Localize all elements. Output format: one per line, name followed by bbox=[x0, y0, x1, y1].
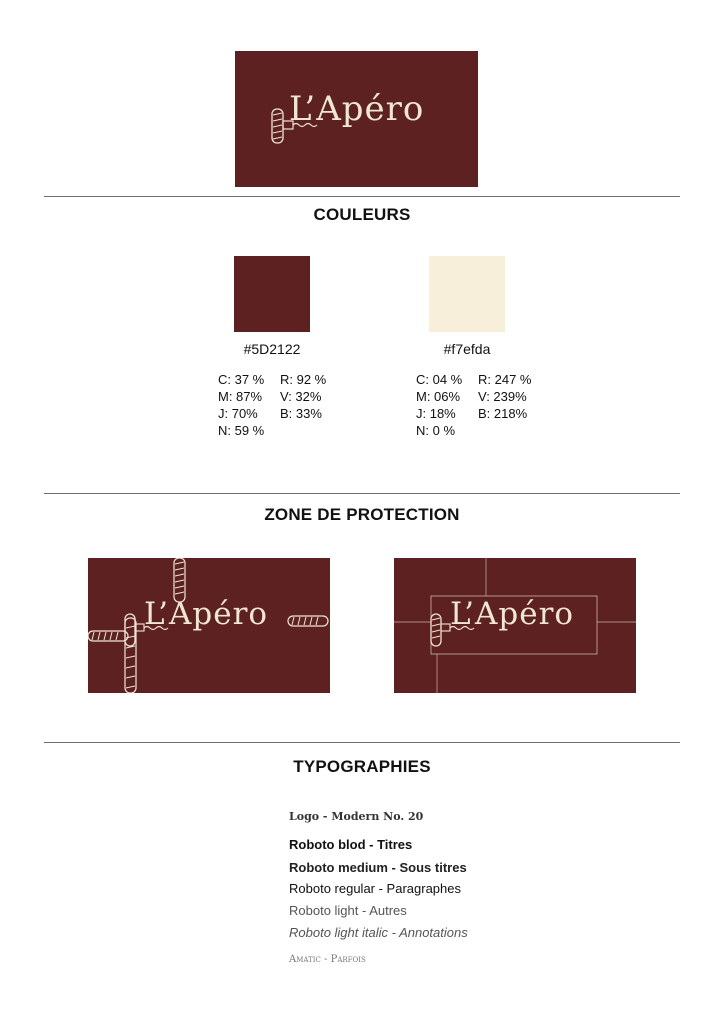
primary-color-cmyk: C: 37 % M: 87% J: 70% N: 59 % bbox=[218, 372, 265, 438]
colors-section-title: COULEURS bbox=[313, 205, 411, 224]
typo-medium: Roboto medium - Sous titres bbox=[289, 860, 467, 875]
primary-color-rgb: R: 92 % V: 32% B: 33% bbox=[280, 372, 327, 421]
typo-light: Roboto light - Autres bbox=[289, 903, 407, 918]
divider bbox=[44, 196, 680, 197]
divider bbox=[44, 493, 680, 494]
secondary-color-hex: #f7efda bbox=[443, 341, 491, 357]
primary-color-swatch bbox=[234, 256, 310, 332]
primary-color-hex: #5D2122 bbox=[243, 341, 301, 357]
main-logo bbox=[235, 51, 478, 187]
logo-wordmark: L’Apéro bbox=[289, 89, 425, 129]
secondary-color-swatch bbox=[429, 256, 505, 332]
protection-logo-left bbox=[88, 558, 330, 693]
divider bbox=[44, 742, 680, 743]
protection-section-title: ZONE DE PROTECTION bbox=[264, 505, 460, 524]
protection-logo-right bbox=[394, 558, 636, 693]
typo-light-italic: Roboto light italic - Annotations bbox=[289, 925, 468, 940]
secondary-color-rgb: R: 247 % V: 239% B: 218% bbox=[478, 372, 532, 421]
typography-section-title: TYPOGRAPHIES bbox=[293, 757, 431, 776]
typo-regular: Roboto regular - Paragraphes bbox=[289, 881, 461, 896]
secondary-color-cmyk: C: 04 % M: 06% J: 18% N: 0 % bbox=[416, 372, 463, 438]
logo-wordmark: L’Apéro bbox=[144, 596, 269, 632]
typo-bold: Roboto blod - Titres bbox=[289, 837, 413, 852]
logo-wordmark: L’Apéro bbox=[450, 596, 575, 632]
typo-logo: Logo - Modern No. 20 bbox=[289, 810, 424, 823]
typo-amatic: Amatic - Parfois bbox=[289, 954, 366, 965]
